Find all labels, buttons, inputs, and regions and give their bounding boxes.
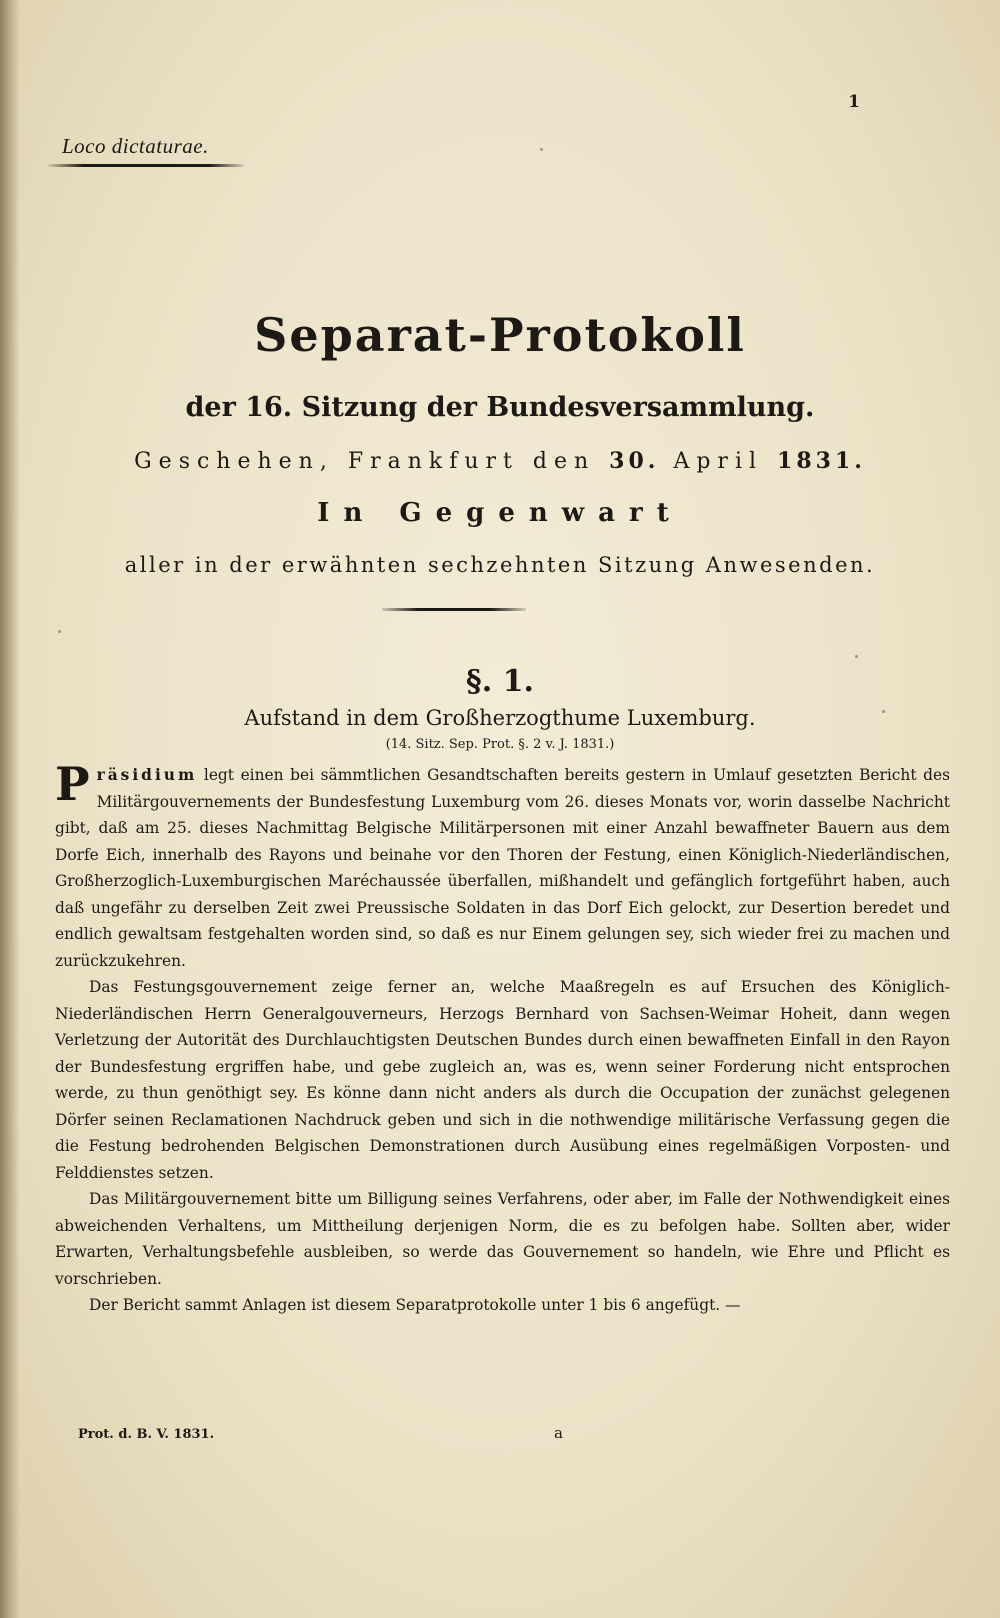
paper-speck (855, 655, 858, 658)
paper-speck (58, 630, 61, 633)
paragraph-3: Das Militärgouvernement bitte um Billigung seines Verfahrens, oder aber, im Falle der Nothwendigkeit eines abweichenden Verhaltens, um Mittheilung derjenigen Norm, die es zu befolgen habe. Sollten aber, wider Erwarten, Verhaltungsbefehle ausbleiben, so werde das Gouvernement so handeln, wie Ehre und Pflicht es vorschrieben. (55, 1190, 950, 1288)
presence-heading: In Gegenwart (317, 498, 683, 528)
date-year: 1831. (777, 448, 866, 474)
date-month: April (673, 449, 764, 474)
section-title: Aufstand in dem Großherzogthume Luxemburg. (244, 706, 756, 730)
paragraph-1-text: legt einen bei sämmtlichen Gesandtschaften bereits gestern in Umlauf gesetzten Bericht des Militärgouvernements der Bundesfestung Luxemburg vom 26. dieses Monats vor, worin dasselbe Nachricht gibt, daß am 25. dieses Nachmittag Belgische Militärpersonen mit einer Anzahl bewaffneter Bauern aus dem Dorfe Eich, innerhalb des Rayons und beinahe vor den Thoren der Festung, einen Königlich-Niederländischen, Großherzoglich-Luxemburgischen Maréchaussée überfallen, mißhandelt und gefänglich fortgeführt haben, auch daß ungefähr zu derselben Zeit zwei Preussische Soldaten in das Dorf Eich gelockt, zur Desertion beredet und endlich gewaltsam festgehalten worden sind, so daß es nur Einem gelungen sey, sich wieder frei zu machen und zurückzukehren. (55, 766, 950, 970)
document-title: Separat-Protokoll (254, 308, 746, 362)
section-reference: (14. Sitz. Sep. Prot. §. 2 v. J. 1831.) (385, 737, 615, 752)
document-subtitle: der 16. Sitzung der Bundesversammlung. (185, 392, 815, 423)
paper-speck (882, 710, 885, 713)
section-divider (382, 608, 526, 611)
paper-speck (540, 148, 543, 151)
paragraph-2: Das Festungsgouvernement zeige ferner an, welche Maaßregeln es auf Ersuchen des Königlich-Niederländischen Herrn Generalgouverneurs, Herzogs Bernhard von Sachsen-Weimar Hoheit, dann wegen Verletzung der Autorität des Durchlauchtigsten Deutschen Bundes durch einen bewaffneten Einfall in den Rayon der Bundesfestung ergriffen habe, und gebe zugleich an, was es, wenn seiner Forderung nicht entsprochen werde, zu thun genöthigt sey. Es könne dann nicht anders als durch die Occupation der zunächst gelegenen Dörfer seinen Reclamationen Nachdruck geben und sich in die nothwendige militärische Verfassung gegen die die Festung bedrohenden Belgischen Demonstrationen durch Ausübung eines regelmäßigen Vorposten- und Felddienstes setzen. (55, 978, 950, 1182)
date-day: 30. (609, 448, 660, 474)
page-spine-shadow (0, 0, 20, 1618)
page-number: 1 (848, 92, 860, 112)
section-number: §. 1. (466, 664, 534, 699)
header-note: Loco dictaturae. (62, 134, 209, 158)
paragraph-1-lead: Präsidium (55, 757, 198, 811)
footer-reference: Prot. d. B. V. 1831. (78, 1427, 215, 1442)
signature-mark: a (554, 1424, 563, 1442)
paragraph-4: Der Bericht sammt Anlagen ist diesem Separatprotokolle unter 1 bis 6 angefügt. — (89, 1296, 741, 1314)
attendees-line: aller in der erwähnten sechzehnten Sitzung Anwesenden. (124, 553, 876, 577)
body-text (55, 757, 950, 1319)
date-prefix: Geschehen, Frankfurt den (134, 449, 596, 474)
date-line (0, 448, 1000, 474)
paragraph-1 (55, 757, 950, 974)
header-rule (48, 164, 244, 167)
